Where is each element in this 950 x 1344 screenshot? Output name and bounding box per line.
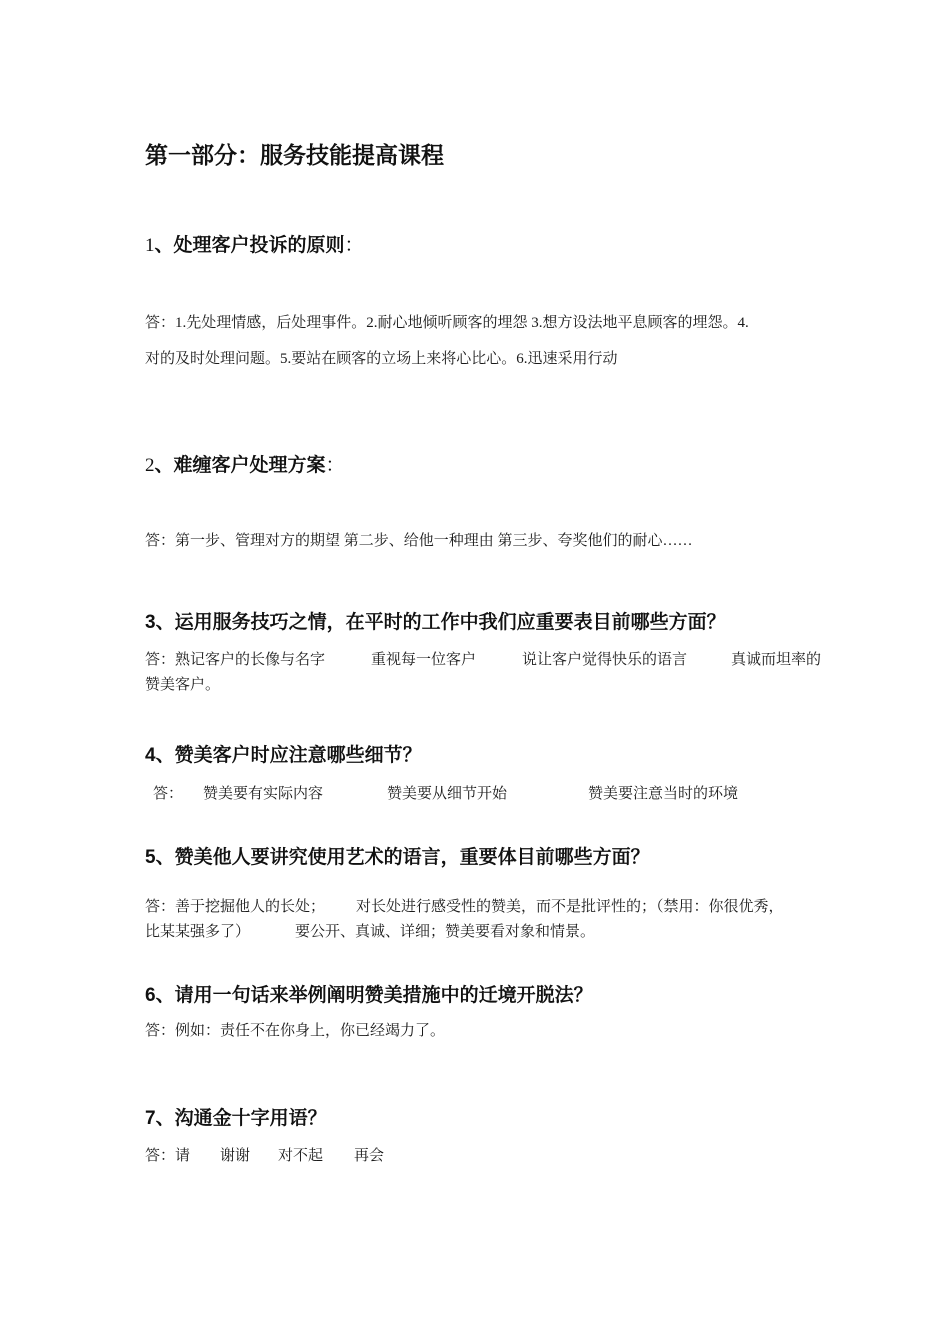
section-4-answer-a: 赞美要有实际内容 bbox=[203, 786, 324, 802]
section-4-heading: 4、赞美客户时应注意哪些细节？ bbox=[145, 745, 422, 766]
section-2-answer: 答：第一步、管理对方的期望 第二步、给他一种理由 第三步、夸奖他们的耐心…… bbox=[145, 533, 693, 549]
section-7-heading: 7、沟通金十字用语？ bbox=[145, 1108, 327, 1129]
section-5-answer-d: 要公开、真诚、详细；赞美要看对象和情景。 bbox=[295, 924, 596, 940]
section-2-title: 难缠客户处理方案 bbox=[173, 455, 326, 476]
section-3-heading: 3、运用服务技巧之情，在平时的工作中我们应重要表目前哪些方面？ bbox=[145, 612, 726, 633]
section-6-answer: 答：例如：责任不在你身上，你已经竭力了。 bbox=[145, 1023, 446, 1039]
section-5-heading: 5、赞美他人要讲究使用艺术的语言，重要体目前哪些方面？ bbox=[145, 847, 650, 868]
section-1-separator: 、 bbox=[154, 235, 174, 256]
section-2-separator: 、 bbox=[154, 455, 174, 476]
section-5-answer-line-1 bbox=[145, 895, 850, 917]
section-3-answer-a: 答：熟记客户的长像与名字 bbox=[145, 652, 326, 668]
section-1-colon: ： bbox=[344, 235, 364, 256]
section-5-answer-b: 对长处进行感受性的赞美，而不是批评性的；（禁用：你很优秀， bbox=[356, 899, 784, 915]
section-4-answer-c: 赞美要注意当时的环境 bbox=[588, 786, 739, 802]
section-1-heading bbox=[145, 230, 364, 257]
section-4-answer-b: 赞美要从细节开始 bbox=[387, 786, 508, 802]
section-7-answer-d: 再会 bbox=[354, 1148, 385, 1164]
section-6-heading: 6、请用一句话来举例阐明赞美措施中的迁境开脱法？ bbox=[145, 985, 593, 1006]
section-1-number: 1 bbox=[145, 235, 155, 256]
section-2-colon: ： bbox=[325, 455, 345, 476]
section-3-answer-b: 重视每一位客户 bbox=[371, 652, 477, 668]
section-7-answer-a: 答：请 bbox=[145, 1148, 191, 1164]
section-7-answer bbox=[145, 1144, 545, 1166]
section-1-answer-line-1: 答：1.先处理情感，后处理事件。2.耐心地倾听顾客的埋怨 3.想方设法地平息顾客的埋怨。4. bbox=[145, 315, 749, 331]
section-1-title: 处理客户投诉的原则 bbox=[173, 235, 345, 256]
section-5-answer-a: 答：善于挖掘他人的长处； bbox=[145, 899, 326, 915]
section-5-answer-c: 比某某强多了） bbox=[145, 924, 251, 940]
section-2-number: 2 bbox=[145, 455, 155, 476]
section-7-answer-c: 对不起 bbox=[278, 1148, 324, 1164]
section-3-answer-c: 说让客户觉得快乐的语言 bbox=[522, 652, 688, 668]
section-3-answer-line-2: 赞美客户。 bbox=[145, 677, 221, 693]
section-4-answer-prefix: 答： bbox=[153, 786, 184, 802]
page-title: 第一部分：服务技能提高课程 bbox=[145, 142, 444, 168]
section-3-answer-d: 真诚而坦率的 bbox=[731, 652, 822, 668]
section-7-answer-b: 谢谢 bbox=[220, 1148, 251, 1164]
section-4-answer bbox=[145, 782, 845, 804]
section-5-answer-line-2 bbox=[145, 920, 850, 942]
section-3-answer-line-1 bbox=[145, 648, 845, 670]
section-1-answer-line-2: 对的及时处理问题。5.要站在顾客的立场上来将心比心。6.迅速采用行动 bbox=[145, 351, 618, 367]
section-2-heading bbox=[145, 450, 345, 477]
